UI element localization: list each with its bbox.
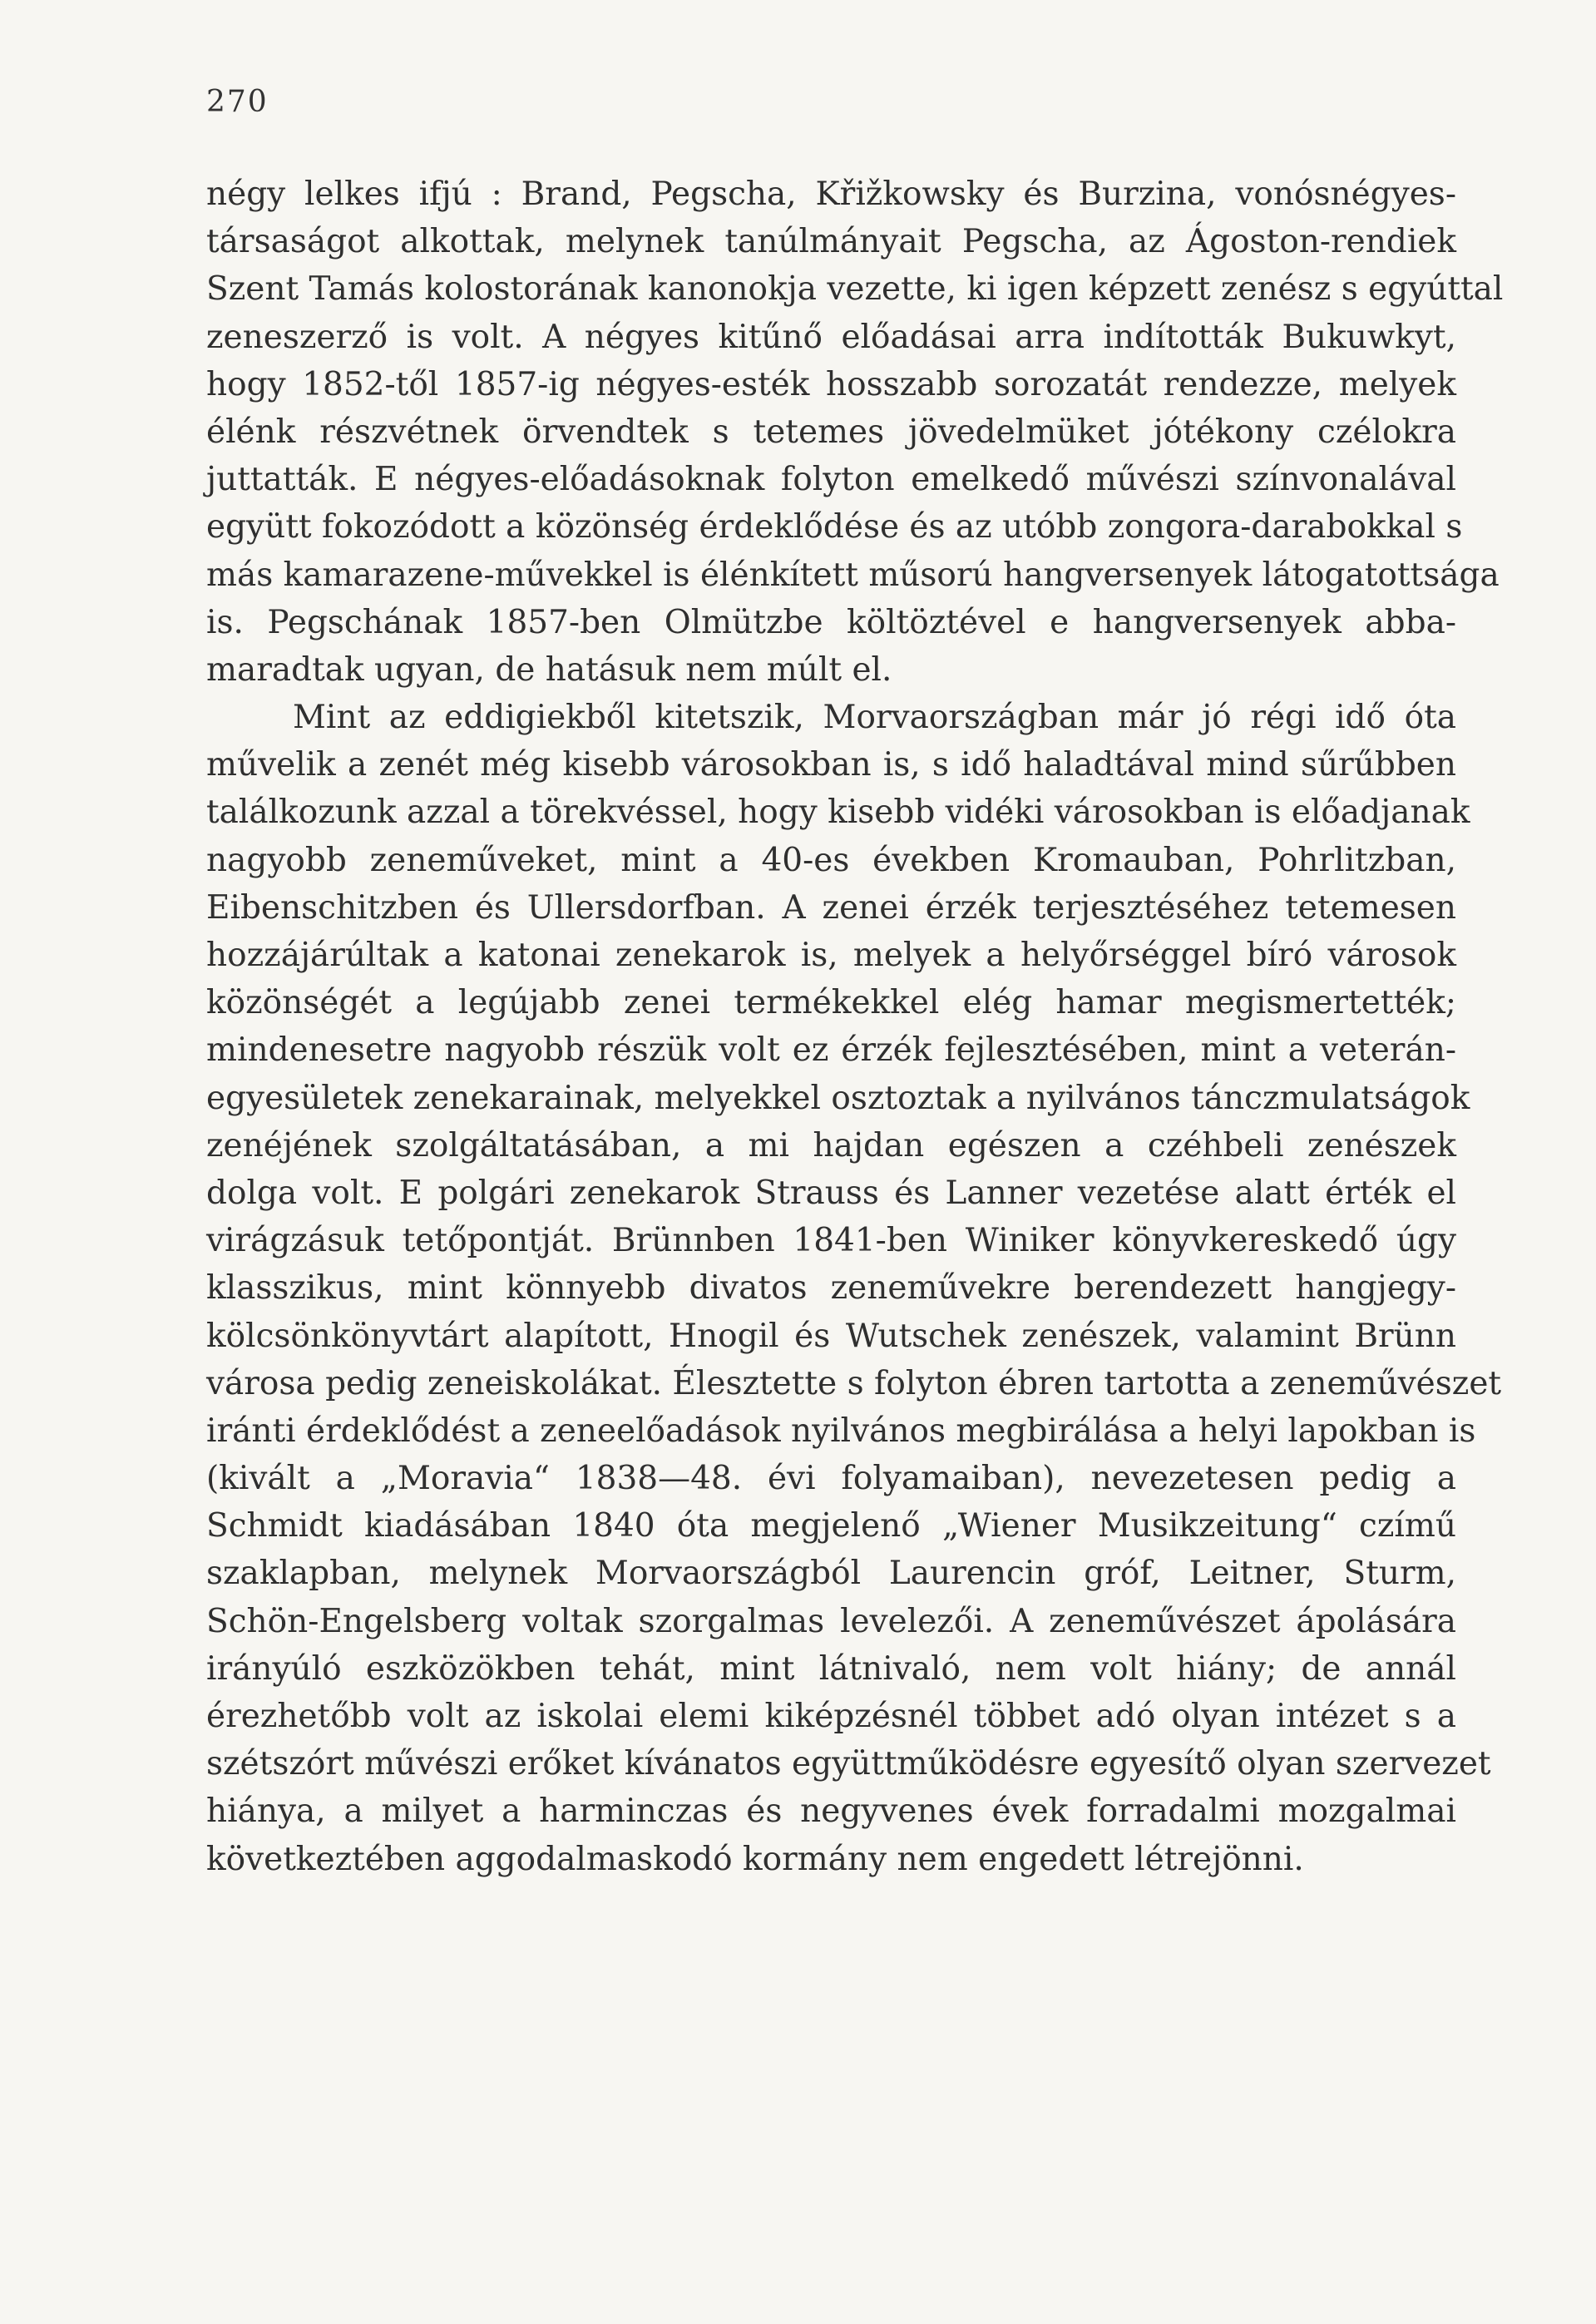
- text-line: klasszikus, mint könnyebb divatos zeneművekre berendezett hangjegy-: [206, 1269, 1456, 1308]
- text-line: érezhetőbb volt az iskolai elemi kiképzésnél többet adó olyan intézet s a: [206, 1698, 1456, 1735]
- text-line: következtében aggodalmaskodó kormány nem engedett létrejönni.: [206, 1840, 1304, 1878]
- text-line: művelik a zenét még kisebb városokban is, s idő haladtával mind sűrűbben: [206, 746, 1456, 784]
- text-line: irányúló eszközökben tehát, mint látnivaló, nem volt hiány; de annál: [206, 1649, 1456, 1688]
- text-line: hogy 1852-től 1857-ig négyes-esték hosszabb sorozatát rendezze, melyek: [206, 365, 1456, 403]
- text-line: (kivált a „Moravia“ 1838—48. évi folyamaiban), nevezetesen pedig a: [206, 1460, 1456, 1498]
- text-line: juttatták. E négyes-előadásoknak folyton emelkedő művészi színvonalával: [206, 461, 1456, 499]
- text-line: is. Pegschának 1857-ben Olmützbe költöztével e hangversenyek abba-: [206, 603, 1456, 641]
- text-line: egyesületek zenekarainak, melyekkel osztoztak a nyilvános tánczmulatságok: [206, 1079, 1470, 1117]
- text-line: dolga volt. E polgári zenekarok Strauss és Lanner vezetése alatt érték el: [206, 1174, 1456, 1212]
- text-line: szétszórt művészi erőket kívánatos együttműködésre egyesítő olyan szervezet: [206, 1745, 1491, 1783]
- text-line: élénk részvétnek örvendtek s tetemes jövedelmüket jótékony czélokra: [206, 413, 1456, 451]
- text-line: Eibenschitzben és Ullersdorfban. A zenei érzék terjesztéséhez tetemesen: [206, 888, 1456, 927]
- text-line: hozzájárúltak a katonai zenekarok is, melyek a helyőrséggel bíró városok: [206, 937, 1456, 974]
- text-line: Mint az eddigiekből kitetszik, Morvaországban már jó régi idő óta: [293, 699, 1456, 737]
- body-text: [206, 171, 1504, 1883]
- text-line: társaságot alkottak, melynek tanúlmányait Pegscha, az Ágoston-rendiek: [206, 223, 1456, 261]
- page-number: 270: [206, 85, 269, 119]
- text-line: kölcsönkönyvtárt alapított, Hnogil és Wutschek zenészek, valamint Brünn: [206, 1317, 1456, 1355]
- paragraph-1: [206, 171, 1504, 694]
- text-line: más kamarazene-művekkel is élénkített műsorú hangversenyek látogatottsága: [206, 556, 1500, 594]
- text-line: együtt fokozódott a közönség érdeklődése és az utóbb zongora-darabokkal s: [206, 508, 1463, 546]
- paragraph-2: [206, 694, 1502, 1883]
- text-line: zenéjének szolgáltatásában, a mi hajdan egészen a czéhbeli zenészek: [206, 1126, 1456, 1164]
- text-line: Schön-Engelsberg voltak szorgalmas levelezői. A zeneművészet ápolására: [206, 1602, 1456, 1640]
- text-line: találkozunk azzal a törekvéssel, hogy kisebb vidéki városokban is előadjanak: [206, 794, 1470, 832]
- text-line: négy lelkes ifjú : Brand, Pegscha, Křižkowsky és Burzina, vonósnégyes-: [206, 176, 1456, 213]
- text-line: maradtak ugyan, de hatásuk nem múlt el.: [206, 650, 892, 689]
- text-line: virágzásuk tetőpontját. Brünnben 1841-ben Winiker könyvkereskedő úgy: [206, 1222, 1456, 1260]
- text-line: nagyobb zeneműveket, mint a 40-es években Kromauban, Pohrlitzban,: [206, 841, 1456, 879]
- text-line: Schmidt kiadásában 1840 óta megjelenő „Wiener Musikzeitung“ czímű: [206, 1507, 1456, 1545]
- text-line: mindenesetre nagyobb részük volt ez érzék fejlesztésében, mint a veterán-: [206, 1031, 1456, 1070]
- text-line: közönségét a legújabb zenei termékekkel elég hamar megismertették;: [206, 984, 1456, 1022]
- text-line: hiánya, a milyet a harminczas és negyvenes évek forradalmi mozgalmai: [206, 1792, 1456, 1831]
- text-line: szaklapban, melynek Morvaországból Laurencin gróf, Leitner, Sturm,: [206, 1555, 1456, 1593]
- text-line: iránti érdeklődést a zeneelőadások nyilvános megbirálása a helyi lapokban is: [206, 1412, 1476, 1450]
- text-line: városa pedig zeneiskolákat. Élesztette s folyton ébren tartotta a zeneművészet: [206, 1364, 1502, 1402]
- text-line: Szent Tamás kolostorának kanonokja vezette, ki igen képzett zenész s egyúttal: [206, 270, 1504, 309]
- text-line: zeneszerző is volt. A négyes kitűnő előadásai arra indították Bukuwkyt,: [206, 318, 1456, 356]
